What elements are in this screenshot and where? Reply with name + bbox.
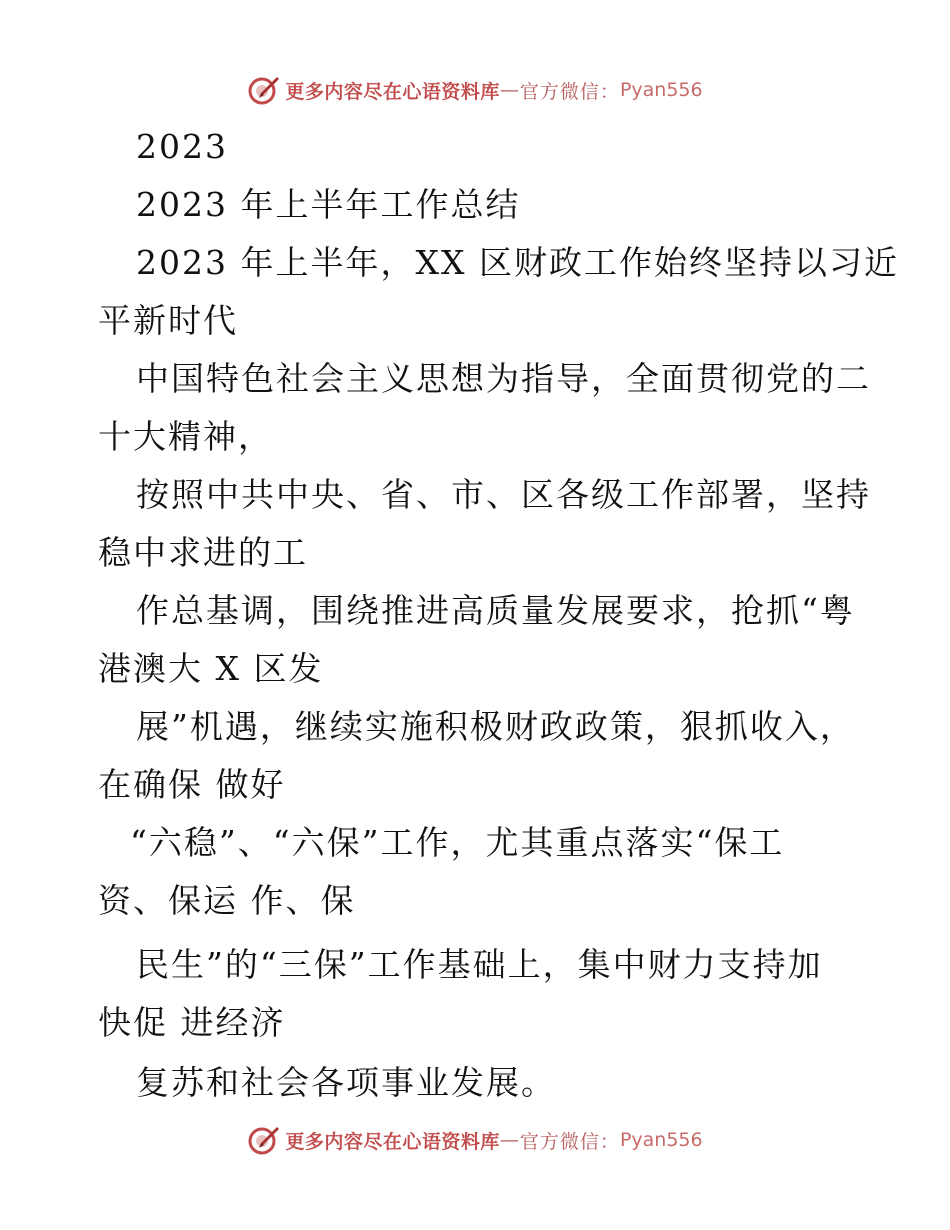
- paragraph-line: 展”机遇，继续实施积极财政政策，狠抓收入，: [136, 707, 855, 746]
- quill-pen-logo-icon: [247, 1123, 281, 1157]
- watermark-wechat-id: Pyan556: [619, 79, 703, 101]
- watermark-wechat-label: 官方微信：: [519, 1130, 620, 1153]
- paragraph-line: 作总基调，围绕推进高质量发展要求，抢抓“粤: [136, 591, 855, 630]
- paragraph-line: 民生”的“三保”工作基础上，集中财力支持加: [136, 945, 823, 984]
- doc-title: 2023 年上半年工作总结: [136, 185, 521, 224]
- watermark-separator: —: [499, 79, 520, 101]
- footer-watermark: [0, 1120, 950, 1160]
- quill-pen-logo-icon: [247, 73, 281, 107]
- header-watermark: [0, 70, 950, 110]
- watermark-main-text: 更多内容尽在心语资料库: [285, 80, 500, 103]
- watermark-separator: —: [499, 1129, 520, 1151]
- paragraph-line: 平新时代: [98, 301, 238, 340]
- paragraph-line: 在确保 做好: [98, 765, 286, 804]
- paragraph-line: 稳中求进的工: [98, 533, 308, 572]
- paragraph-line: 快促 进经济: [98, 1003, 286, 1042]
- watermark-wechat-id: Pyan556: [619, 1129, 703, 1151]
- doc-year-heading: 2023: [136, 127, 228, 166]
- paragraph-line: 港澳大 X 区发: [98, 649, 324, 688]
- watermark-main-text: 更多内容尽在心语资料库: [285, 1130, 500, 1153]
- paragraph-line: 十大精神，: [98, 417, 273, 456]
- paragraph-line: 复苏和社会各项事业发展。: [136, 1063, 556, 1102]
- paragraph-line: 资、保运 作、保: [98, 881, 356, 920]
- paragraph-line: 按照中共中央、省、市、区各级工作部署，坚持: [136, 475, 871, 514]
- paragraph-line: 2023 年上半年，XX 区财政工作始终坚持以习近: [136, 243, 899, 282]
- watermark-wechat-label: 官方微信：: [519, 80, 620, 103]
- paragraph-line: “六稳”、“六保”工作，尤其重点落实“保工: [130, 823, 785, 862]
- paragraph-line: 中国特色社会主义思想为指导，全面贯彻党的二: [136, 359, 871, 398]
